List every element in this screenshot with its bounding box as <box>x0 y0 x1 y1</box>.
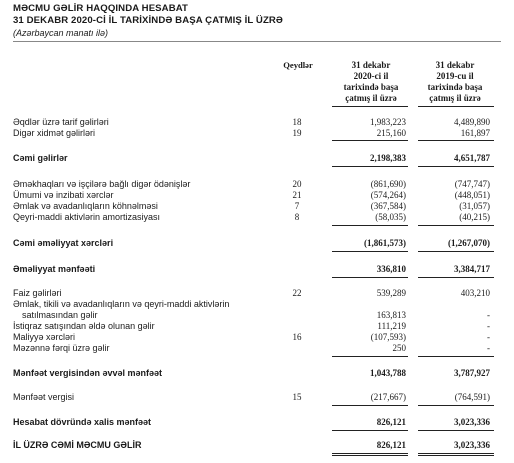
row-label: Digər xidmət gəlirləri <box>13 128 96 138</box>
subtotal-rule <box>332 405 408 406</box>
row-value-2020: (861,690) <box>370 179 406 189</box>
row-value-2019: (747,747) <box>454 179 490 189</box>
row-value-2020: 250 <box>392 343 406 353</box>
row-label: Maliyyə xərcləri <box>13 332 76 342</box>
subtotal-rule <box>332 356 408 357</box>
row-value-2019: (1,267,070) <box>448 238 490 248</box>
table-row <box>0 117 514 128</box>
row-note: 20 <box>292 179 302 189</box>
row-value-2020: 1,043,788 <box>370 368 406 378</box>
row-label: İL ÜZRƏ CƏMİ MƏCMU GƏLİR <box>13 440 142 450</box>
row-label: Əməkhaqları və işçilərə bağlı digər ödənişlər <box>13 179 191 189</box>
table-row <box>0 310 514 321</box>
row-label: Əmlak, tikili və avadanlıqların və qeyri-maddi aktivlərin <box>13 299 230 309</box>
row-note: 22 <box>292 288 302 298</box>
col2020-line-3: tarixində başa <box>343 82 399 92</box>
row-label: Cəmi əməliyyat xərcləri <box>13 238 114 248</box>
table-row-total <box>0 153 514 164</box>
subtotal-rule <box>418 405 494 406</box>
table-row <box>0 321 514 332</box>
subtotal-rule <box>418 356 494 357</box>
title-line-2: 31 DEKABR 2020-Cİ İL TARİXİNDƏ BAŞA ÇATMIŞ İL ÜZRƏ <box>13 15 283 26</box>
row-label: Əmlak və avadanlıqların köhnəlməsi <box>13 201 158 211</box>
currency-subtitle: (Azərbaycan manatı ilə) <box>13 28 109 38</box>
table-row <box>0 332 514 343</box>
row-value-2019: 161,897 <box>460 128 490 138</box>
table-row <box>0 212 514 223</box>
row-label: Ümumi və inzibati xərclər <box>13 190 114 200</box>
row-note: 18 <box>292 117 302 127</box>
grand-total-double-rule <box>332 455 408 456</box>
header-underline-2020 <box>332 106 408 107</box>
grand-total-rule <box>418 453 494 454</box>
total-rule <box>418 166 494 167</box>
table-row <box>0 179 514 190</box>
table-row-total <box>0 368 514 379</box>
col2019-line-3: tarixində başa <box>427 82 483 92</box>
col2020-line-1: 31 dekabr <box>351 60 391 70</box>
row-label: Faiz gəlirləri <box>13 288 62 298</box>
total-rule <box>332 277 408 278</box>
row-value-2019: (40,215) <box>459 212 490 222</box>
subtotal-rule <box>418 225 494 226</box>
row-value-2020: (367,584) <box>370 201 406 211</box>
row-label: Mənfəət vergisi <box>13 392 75 402</box>
grand-total-double-rule <box>418 455 494 456</box>
row-value-2019: 3,023,336 <box>454 417 490 427</box>
grand-total-rule <box>332 453 408 454</box>
table-row-total <box>0 417 514 428</box>
row-note: 16 <box>292 332 302 342</box>
row-value-2019: - <box>487 310 490 320</box>
row-value-2020: 215,160 <box>376 128 406 138</box>
table-row <box>0 201 514 212</box>
row-label: Əqdlər üzrə tarif gəlirləri <box>13 117 109 127</box>
row-note: 7 <box>294 201 300 211</box>
row-note: 21 <box>292 190 302 200</box>
row-value-2019: (31,057) <box>459 201 490 211</box>
row-value-2020: (58,035) <box>375 212 406 222</box>
column-header-2019 <box>414 60 496 104</box>
header-divider <box>13 41 501 42</box>
row-value-2019: (448,051) <box>454 190 490 200</box>
table-row-grand-total <box>0 440 514 451</box>
row-label: Hesabat dövründə xalis mənfəət <box>13 417 152 427</box>
row-value-2020: 539,289 <box>376 288 406 298</box>
subtotal-rule <box>332 225 408 226</box>
table-row <box>0 343 514 354</box>
row-value-2020: (574,264) <box>370 190 406 200</box>
row-value-2020: 2,198,383 <box>370 153 406 163</box>
col2020-line-2: 2020-ci il <box>353 71 389 81</box>
table-row <box>0 128 514 139</box>
row-value-2019: 3,384,717 <box>454 264 490 274</box>
title-line-1: MƏCMU GƏLİR HAQQINDA HESABAT <box>13 3 189 14</box>
col2019-line-1: 31 dekabr <box>435 60 475 70</box>
header-underline-2019 <box>418 106 494 107</box>
table-row-total <box>0 264 514 275</box>
row-value-2019: 4,489,890 <box>454 117 490 127</box>
row-value-2019: 4,651,787 <box>454 153 490 163</box>
column-header-2020 <box>330 60 412 104</box>
col2019-line-4: çatmış il üzrə <box>429 93 481 103</box>
row-value-2020: (1,861,573) <box>364 238 406 248</box>
total-rule <box>332 430 408 431</box>
row-note: 8 <box>294 212 300 222</box>
table-row <box>0 392 514 403</box>
row-value-2020: 336,810 <box>376 264 406 274</box>
row-value-2020: 163,813 <box>376 310 406 320</box>
total-rule <box>418 277 494 278</box>
total-rule <box>332 166 408 167</box>
row-value-2019: - <box>487 343 490 353</box>
row-label: satılmasından gəlir <box>22 310 98 320</box>
row-value-2019: (764,591) <box>454 392 490 402</box>
table-row <box>0 299 514 310</box>
col2019-line-2: 2019-cu il <box>436 71 474 81</box>
col2020-line-4: çatmış il üzrə <box>345 93 397 103</box>
row-label: Qeyri-maddi aktivlərin amortizasiyası <box>13 212 161 222</box>
row-value-2020: 111,219 <box>377 321 406 331</box>
row-note: 19 <box>292 128 302 138</box>
row-value-2020: 826,121 <box>376 417 406 427</box>
row-value-2020: (217,667) <box>370 392 406 402</box>
subtotal-rule <box>418 140 494 141</box>
row-value-2020: (107,593) <box>370 332 406 342</box>
notes-column-header: Qeydlər <box>283 60 313 70</box>
row-note: 15 <box>292 392 302 402</box>
row-value-2019: 3,023,336 <box>454 440 490 450</box>
row-label: İstiqraz satışından əldə olunan gəlir <box>13 321 155 331</box>
total-rule <box>418 251 494 252</box>
row-value-2019: 403,210 <box>460 288 490 298</box>
total-rule <box>418 430 494 431</box>
row-value-2020: 826,121 <box>376 440 406 450</box>
table-row <box>0 288 514 299</box>
row-label: Əməliyyat mənfəəti <box>13 264 96 274</box>
row-value-2019: 3,787,927 <box>454 368 490 378</box>
row-label: Mənfəət vergisindən əvvəl mənfəət <box>13 368 163 378</box>
row-label: Məzənnə fərqi üzrə gəlir <box>13 343 110 353</box>
row-label: Cəmi gəlirlər <box>13 153 68 163</box>
row-value-2020: 1,983,223 <box>370 117 406 127</box>
table-row <box>0 190 514 201</box>
table-row-total <box>0 238 514 249</box>
row-value-2019: - <box>487 332 490 342</box>
subtotal-rule <box>332 140 408 141</box>
total-rule <box>332 251 408 252</box>
row-value-2019: - <box>487 321 490 331</box>
